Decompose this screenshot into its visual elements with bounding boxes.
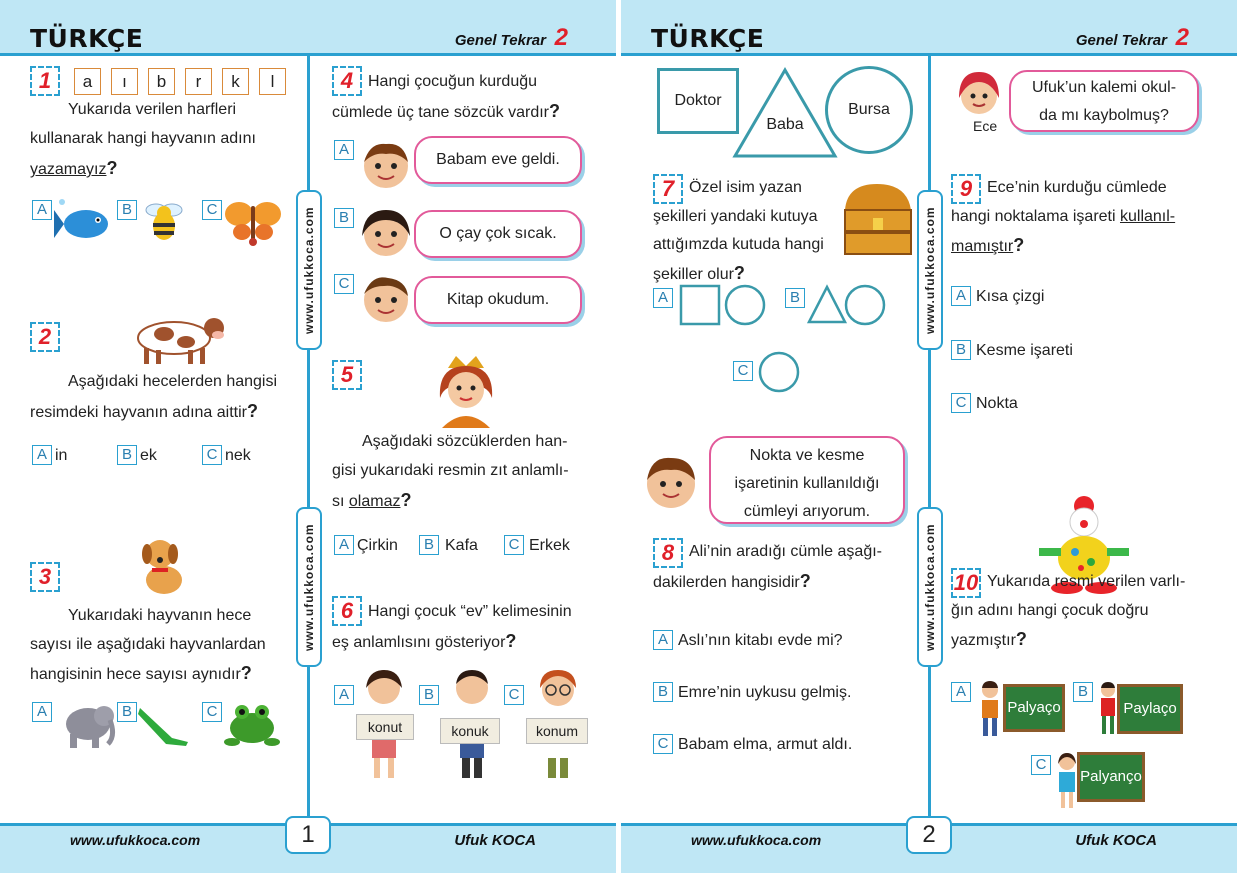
page-header [621,0,1237,56]
question-text: hangi noktalama işareti kullanıl- [951,208,1176,225]
boy-figure-icon [1097,680,1119,738]
option-b[interactable]: B [951,340,971,360]
option-text: Aslı’nın kitabı evde mi? [678,632,843,649]
option-text: Kafa [445,537,478,554]
question-number-1: 1 [30,66,60,96]
elephant-icon [54,696,116,752]
question-text: ğın adını hangi çocuk doğru [951,602,1149,619]
frog-icon [222,696,280,750]
question-text: Hangi çocuk “ev” kelimesinin [368,603,572,620]
option-text: Nokta [976,395,1018,412]
circle-shape: Bursa [825,66,913,154]
option-b[interactable]: B [653,682,673,702]
speech-bubble: Ufuk’un kalemi okul- da mı kaybolmuş? [1009,70,1199,132]
speaker-name: Ece [973,118,998,134]
letter-box: l [259,68,286,95]
page-number: 1 [285,816,331,854]
side-url-bar: www.ufukkoca.com [917,507,943,667]
question-text: Hangi çocuğun kurduğu [368,73,538,90]
option-a[interactable]: A [951,682,971,702]
option-a[interactable]: A [951,286,971,306]
speech-bubble: Kitap okudum. [414,276,582,324]
question-text: attığımzda kutuda hangi [653,236,824,253]
page-1 [0,0,616,873]
question-number-5: 5 [332,360,362,390]
option-c[interactable]: C [504,535,524,555]
boy-face-icon [639,452,703,514]
option-a[interactable]: A [334,535,354,555]
option-c[interactable]: C [334,274,354,294]
question-text: şekilleri yandaki kutuya [653,208,818,225]
option-b[interactable]: B [1073,682,1093,702]
option-text: in [55,447,68,464]
question-text: hangisinin hece sayısı aynıdır? [30,663,252,683]
question-text: sayısı ile aşağıdaki hayvanlardan [30,636,266,653]
question-text: Aşağıdaki hecelerden hangisi [68,373,278,390]
side-url-bar: www.ufukkoca.com [296,507,322,667]
question-text: Yukarıdaki hayvanın hece [68,607,252,624]
triangle-label: Baba [766,116,804,133]
letter-box: b [148,68,175,95]
option-a[interactable]: A [32,702,52,722]
question-text: Özel isim yazan [689,179,802,196]
option-b[interactable]: B [419,685,439,705]
option-text: Çirkin [357,537,398,554]
question-text: Yukarıda verilen harfleri [68,101,237,118]
option-text: ek [140,447,157,464]
word-sign: konuk [440,718,500,744]
question-number-2: 2 [30,322,60,352]
question-number-7: 7 [653,174,683,204]
question-text: Aşağıdaki sözcüklerden han- [362,433,568,450]
question-text: şekiller olur? [653,263,745,283]
question-text: Ali’nin aradığı cümle aşağı- [689,543,882,560]
crocodile-icon [136,698,192,752]
question-text: dakilerden hangisidir? [653,571,811,591]
chalkboard-word: Paylaço [1117,684,1183,734]
bee-icon [138,196,188,246]
option-c[interactable]: C [951,393,971,413]
question-text: kullanarak hangi hayvanın adını [30,130,256,147]
page-footer [0,823,616,873]
option-a[interactable]: A [334,140,354,160]
page-2 [621,0,1237,873]
option-b[interactable]: B [117,445,137,465]
question-text: cümlede üç tane sözcük vardır? [332,101,560,121]
option-b[interactable]: B [334,208,354,228]
side-url-bar: www.ufukkoca.com [917,190,943,350]
word-sign: konum [526,718,588,744]
footer-author: Ufuk KOCA [454,832,536,849]
subject-title: TÜRKÇE [651,24,765,53]
option-a[interactable]: A [653,288,673,308]
subject-title: TÜRKÇE [30,24,144,53]
question-text: eş anlamlısını gösteriyor? [332,631,517,651]
footer-url[interactable]: www.ufukkoca.com [691,832,822,848]
option-a[interactable]: A [32,200,52,220]
worksheet-number: 2 [1175,24,1189,51]
question-text: resimdeki hayvanın adına aittir? [30,401,258,421]
option-b[interactable]: B [117,200,137,220]
option-c[interactable]: C [202,445,222,465]
girl-figure-icon [1055,752,1079,810]
question-text: yazamayız? [30,158,118,178]
option-b[interactable]: B [419,535,439,555]
butterfly-icon [224,196,282,248]
question-text: gisi yukarıdaki resmin zıt anlamlı- [332,462,569,479]
boy-figure-icon [977,680,1003,738]
worksheet-label: Genel Tekrar [1075,32,1167,49]
square-shape: Doktor [657,68,739,134]
option-text: Emre’nin uykusu gelmiş. [678,684,852,701]
circle-icon [757,350,801,394]
question-number-10: 10 [951,568,981,598]
option-c[interactable]: C [733,361,753,381]
speech-bubble: Babam eve geldi. [414,136,582,184]
letter-box: a [74,68,101,95]
worksheet-label: Genel Tekrar [454,32,546,49]
letter-box: ı [111,68,138,95]
fish-icon [54,196,116,248]
triangle-and-circle-icon [807,284,887,328]
question-text: Ece’nin kurduğu cümlede [987,179,1167,196]
side-url-bar: www.ufukkoca.com [296,190,322,350]
worksheet-number: 2 [554,24,568,51]
option-a[interactable]: A [32,445,52,465]
option-text: Erkek [529,537,570,554]
question-text: Yukarıda resmi verilen varlı- [987,573,1186,590]
option-c[interactable]: C [504,685,524,705]
girl-face-icon [356,206,414,260]
option-c[interactable]: C [202,702,222,722]
chalkboard-word: Palyaço [1003,684,1065,732]
chalkboard-word: Palyanço [1077,752,1145,802]
footer-url[interactable]: www.ufukkoca.com [70,832,201,848]
question-number-8: 8 [653,538,683,568]
option-text: Kesme işareti [976,342,1073,359]
option-c[interactable]: C [1031,755,1051,775]
option-c[interactable]: C [202,200,222,220]
question-number-6: 6 [332,596,362,626]
footer-author: Ufuk KOCA [1075,832,1157,849]
option-a[interactable]: A [653,630,673,650]
option-a[interactable]: A [334,685,354,705]
question-text: sı olamaz? [332,490,412,510]
speech-bubble: O çay çok sıcak. [414,210,582,258]
word-sign: konut [356,714,414,740]
question-number-4: 4 [332,66,362,96]
question-number-9: 9 [951,174,981,204]
option-text: Babam elma, armut aldı. [678,736,853,753]
treasure-chest-icon [837,180,919,262]
option-text: nek [225,447,251,464]
option-b[interactable]: B [117,702,137,722]
triangle-shape [731,66,839,160]
question-text: yazmıştır? [951,629,1027,649]
speech-bubble: Nokta ve kesme işaretinin kullanıldığı cümleyi arıyorum. [709,436,905,524]
option-text: Kısa çizgi [976,288,1045,305]
letter-box: r [185,68,212,95]
question-number-3: 3 [30,562,60,592]
page-header [0,0,616,56]
square-and-circle-icon [679,284,769,328]
cow-icon [130,308,228,368]
column-divider [928,56,931,823]
option-c[interactable]: C [653,734,673,754]
question-text: mamıştır? [951,235,1025,255]
boy-face-icon [356,272,414,326]
page-footer [621,823,1237,873]
boy-face-icon [356,138,414,192]
letter-box: k [222,68,249,95]
column-divider [307,56,310,823]
option-b[interactable]: B [785,288,805,308]
queen-icon [428,354,504,428]
page-number: 2 [906,816,952,854]
dog-icon [134,536,192,598]
girl-face-icon [953,68,1005,120]
